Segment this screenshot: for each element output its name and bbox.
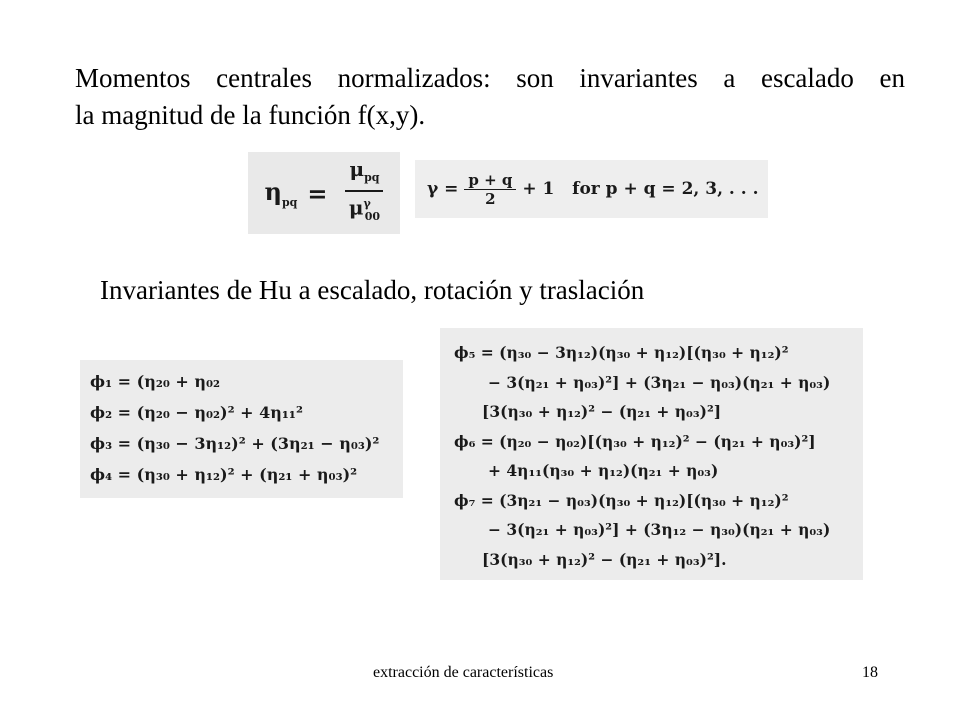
hu-phi-7-line-1: ϕ₇ = (3η₂₁ − η₀₃)(η₃₀ + η₁₂)[(η₃₀ + η₁₂)²: [454, 490, 789, 510]
gamma-lhs: γ =: [427, 179, 459, 199]
hu-phi-3: ϕ₃ = (η₃₀ − 3η₁₂)² + (3η₂₁ − η₀₃)²: [90, 434, 380, 453]
page-number: 18: [862, 664, 878, 681]
hu-phi-7-line-2: − 3(η₂₁ + η₀₃)²] + (3η₁₂ − η₃₀)(η₂₁ + η₀₃): [488, 520, 831, 539]
eta-normalization-equation: [248, 152, 400, 234]
eta-fraction: [345, 157, 383, 229]
eta-denominator: $\mu^\gamma_{00}$: [348, 195, 381, 223]
hu-phi-4: ϕ₄ = (η₃₀ + η₁₂)² + (η₂₁ + η₀₃)²: [90, 465, 358, 484]
gamma-numerator: p + q: [464, 171, 516, 190]
hu-phi-6-line-2: + 4η₁₁(η₃₀ + η₁₂)(η₂₁ + η₀₃): [488, 461, 719, 480]
hu-phi-1: ϕ₁ = (η₂₀ + η₀₂: [90, 372, 221, 391]
slide-footer: extracción de características: [373, 664, 554, 681]
hu-phi-5-line-1: ϕ₅ = (η₃₀ − 3η₁₂)(η₃₀ + η₁₂)[(η₃₀ + η₁₂)²: [454, 343, 789, 362]
gamma-fraction: [464, 171, 516, 208]
hu-invariants-heading: Invariantes de Hu a escalado, rotación y traslación: [100, 275, 645, 305]
hu-invariants-1-4: [80, 360, 403, 498]
eta-equals: =: [307, 178, 328, 208]
heading-line-1: Momentos centrales normalizados: son invariantes a escalado en: [75, 63, 905, 93]
heading-line-2: la magnitud de la función f(x,y).: [75, 100, 426, 130]
eta-numerator: $\mu_{pq}$: [345, 157, 383, 192]
hu-phi-6-line-1: ϕ₆ = (η₂₀ − η₀₂)[(η₃₀ + η₁₂)² − (η₂₁ + η₀₃)²]: [454, 431, 816, 451]
hu-invariants-5-7: [440, 328, 863, 580]
slide-heading: [75, 60, 905, 134]
gamma-tail: + 1 for p + q = 2, 3, . . .: [522, 179, 759, 199]
hu-phi-2: ϕ₂ = (η₂₀ − η₀₂)² + 4η₁₁²: [90, 403, 303, 422]
eta-lhs: $\eta_{pq}$: [264, 177, 298, 209]
hu-phi-7-line-3: [3(η₃₀ + η₁₂)² − (η₂₁ + η₀₃)²].: [482, 549, 727, 569]
hu-phi-5-line-2: − 3(η₂₁ + η₀₃)²] + (3η₂₁ − η₀₃)(η₂₁ + η₀₃): [488, 372, 831, 392]
gamma-definition-equation: [415, 160, 768, 218]
gamma-denominator: 2: [485, 189, 496, 208]
hu-phi-5-line-3: [3(η₃₀ + η₁₂)² − (η₂₁ + η₀₃)²]: [482, 402, 722, 421]
